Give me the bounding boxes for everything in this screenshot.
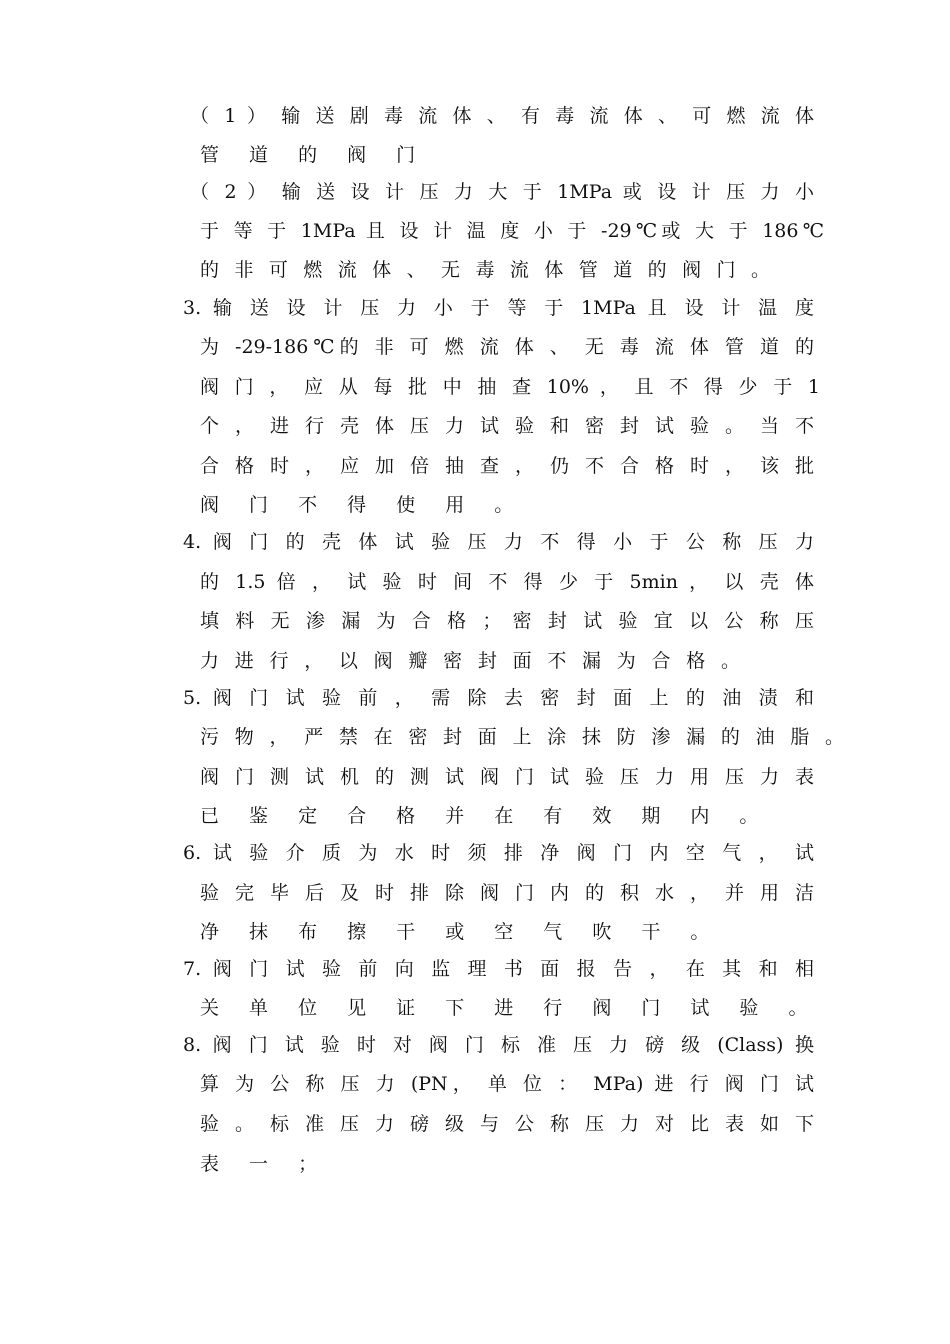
text-line-28: 表 一 ； xyxy=(200,1153,330,1175)
text-line-17: 污 物 ， 严 禁 在 密 封 面 上 涂 抹 防 渗 漏 的 油 脂 。 xyxy=(200,726,844,748)
text-line-22: 净 抹 布 擦 干 或 空 气 吹 干 。 xyxy=(200,921,722,943)
text-line-8: 阀 门 ， 应 从 每 批 中 抽 查 10% ， 且 不 得 少 于 1 xyxy=(200,376,820,398)
text-line-6: 3. 输 送 设 计 压 力 小 于 等 于 1MPa 且 设 计 温 度 xyxy=(183,297,814,319)
text-line-16: 5. 阀 门 试 验 前 ， 需 除 去 密 封 面 上 的 油 渍 和 xyxy=(183,687,814,709)
text-line-10: 合 格 时 ， 应 加 倍 抽 查 ， 仍 不 合 格 时 ， 该 批 xyxy=(200,455,814,477)
text-line-25: 8. 阀 门 试 验 时 对 阀 门 标 准 压 力 磅 级 (Class) 换 xyxy=(183,1034,814,1056)
text-line-14: 填 料 无 渗 漏 为 合 格 ； 密 封 试 验 宜 以 公 称 压 xyxy=(200,610,814,632)
text-line-9: 个 ， 进 行 壳 体 压 力 试 验 和 密 封 试 验 。 当 不 xyxy=(200,415,814,437)
text-line-24: 关 单 位 见 证 下 进 行 阀 门 试 验 。 xyxy=(200,997,820,1019)
text-line-23: 7. 阀 门 试 验 前 向 监 理 书 面 报 告 ， 在 其 和 相 xyxy=(183,958,814,980)
text-line-18: 阀 门 测 试 机 的 测 试 阀 门 试 验 压 力 用 压 力 表 xyxy=(200,766,814,788)
text-line-12: 4. 阀 门 的 壳 体 试 验 压 力 不 得 小 于 公 称 压 力 xyxy=(183,531,814,553)
text-line-7: 为 -29-186℃的 非 可 燃 流 体 、 无 毒 流 体 管 道 的 xyxy=(200,336,814,358)
text-line-13: 的 1.5 倍 ， 试 验 时 间 不 得 少 于 5min ， 以 壳 体 xyxy=(200,571,814,593)
text-line-15: 力 进 行 ， 以 阀 瓣 密 封 面 不 漏 为 合 格 。 xyxy=(200,650,740,672)
text-line-2: 管 道 的 阀 门 xyxy=(200,144,428,166)
text-line-20: 6. 试 验 介 质 为 水 时 须 排 净 阀 门 内 空 气 ， 试 xyxy=(183,842,814,864)
text-line-11: 阀 门 不 得 使 用 。 xyxy=(200,494,526,516)
text-line-19: 已 鉴 定 合 格 并 在 有 效 期 内 。 xyxy=(200,805,771,827)
text-line-26: 算 为 公 称 压 力 (PN， 单 位 ： MPa) 进 行 阀 门 试 xyxy=(200,1073,814,1095)
text-line-5: 的 非 可 燃 流 体 、 无 毒 流 体 管 道 的 阀 门 。 xyxy=(200,259,770,281)
text-line-4: 于 等 于 1MPa 且 设 计 温 度 小 于 -29℃或 大 于 186℃ xyxy=(200,220,824,242)
text-line-3: （ 2 ） 输 送 设 计 压 力 大 于 1MPa 或 设 计 压 力 小 xyxy=(190,181,814,203)
text-line-21: 验 完 毕 后 及 时 排 除 阀 门 内 的 积 水 ， 并 用 洁 xyxy=(200,882,814,904)
text-line-1: （ 1 ） 输 送 剧 毒 流 体 、 有 毒 流 体 、 可 燃 流 体 xyxy=(190,105,814,127)
text-line-27: 验 。 标 准 压 力 磅 级 与 公 称 压 力 对 比 表 如 下 xyxy=(200,1113,814,1135)
